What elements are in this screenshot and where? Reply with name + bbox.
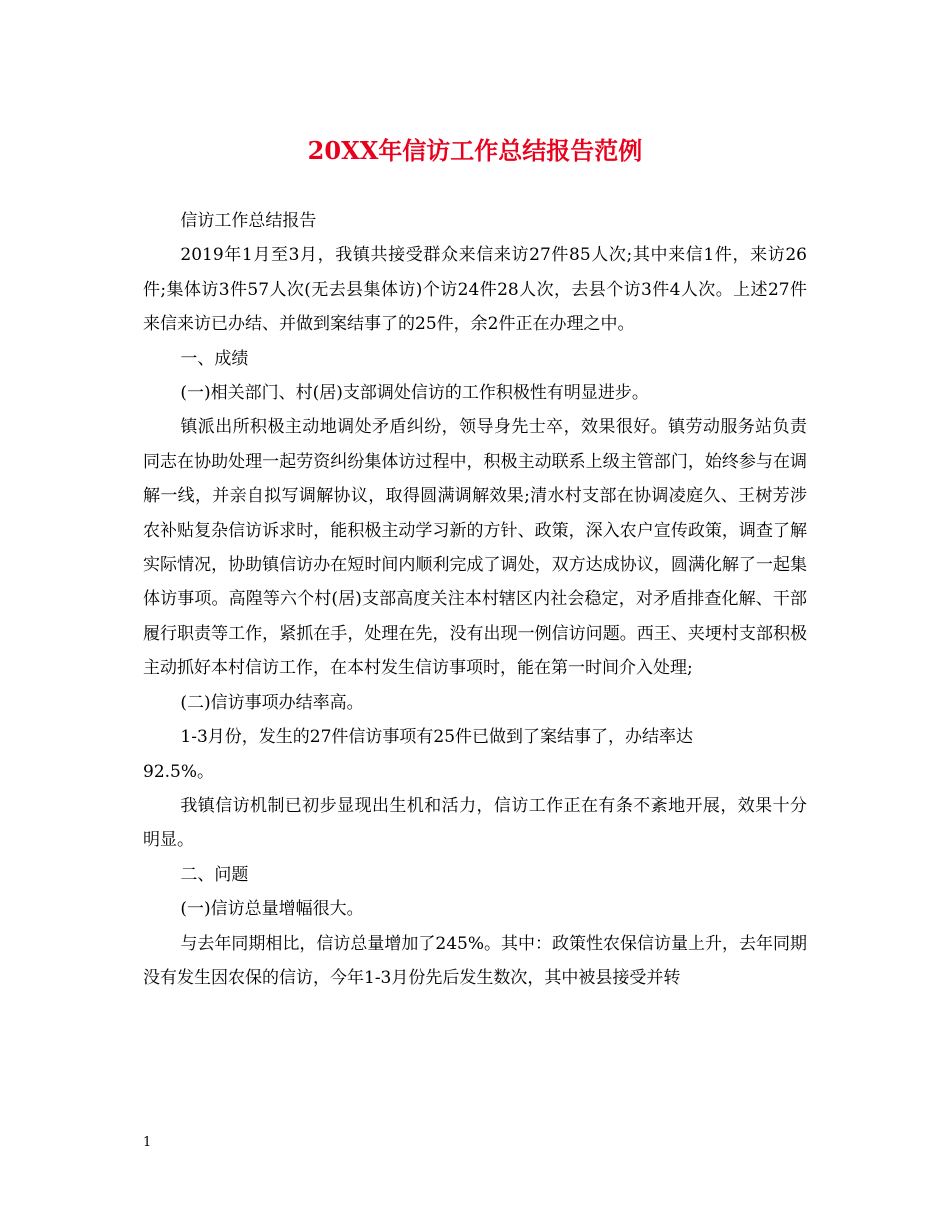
subsection-heading-2: (二)信访事项办结率高。 <box>180 692 364 713</box>
paragraph-mechanism: 我镇信访机制已初步显现出生机和活力，信访工作正在有条不紊地开展，效果十分明显。 <box>143 795 807 851</box>
paragraph-completion-rate-value: 92.5%。 <box>143 761 215 782</box>
paragraph-summary: 2019年1月至3月，我镇共接受群众来信来访27件85人次;其中来信1件，来访26件;集体访3件57人次(无去县集体访)个访24件28人次，去县个访3件4人次。上述27件来信来访已办结、并做到案结事了的25件，余2件正在办理之中。 <box>143 245 807 335</box>
paragraph-achievements-detail: 镇派出所积极主动地调处矛盾纠纷，领导身先士卒，效果很好。镇劳动服务站负责同志在协助处理一起劳资纠纷集体访过程中，积极主动联系上级主管部门，始终参与在调解一线，并亲自拟写调解协议，取得圆满调解效果;清水村支部在协调凌庭久、王树芳涉农补贴复杂信访诉求时，能积极主动学习新的方针、政策，深入农户宣传政策，调查了解实际情况，协助镇信访办在短时间内顺利完成了调处，双方达成协议，圆满化解了一起集体访事项。高隍等六个村(居)支部高度关注本村辖区内社会稳定，对矛盾排查化解、干部履行职责等工作，紧抓在手，处理在先，没有出现一例信访问题。西王、夹埂村支部积极主动抓好本村信访工作，在本村发生信访事项时，能在第一时间介入处理; <box>143 417 807 679</box>
subsection-heading-problems-1: (一)信访总量增幅很大。 <box>180 899 364 920</box>
paragraph-increase: 与去年同期相比，信访总量增加了245%。其中：政策性农保信访量上升，去年同期没有发生因农保的信访，今年1-3月份先后发生数次，其中被县接受并转 <box>143 933 807 988</box>
paragraph-subtitle: 信访工作总结报告 <box>180 211 317 231</box>
document-title: 20XX年信访工作总结报告范例 <box>307 136 643 165</box>
subsection-heading-1: (一)相关部门、村(居)支部调处信访的工作积极性有明显进步。 <box>180 383 649 404</box>
section-heading-achievements: 一、成绩 <box>180 348 249 369</box>
paragraph-completion-rate: 1-3月份，发生的27件信访事项有25件已做到了案结事了，办结率达 <box>180 727 694 748</box>
page-number: 1 <box>143 1135 152 1150</box>
section-heading-problems: 二、问题 <box>180 864 249 885</box>
document-body <box>143 204 807 995</box>
